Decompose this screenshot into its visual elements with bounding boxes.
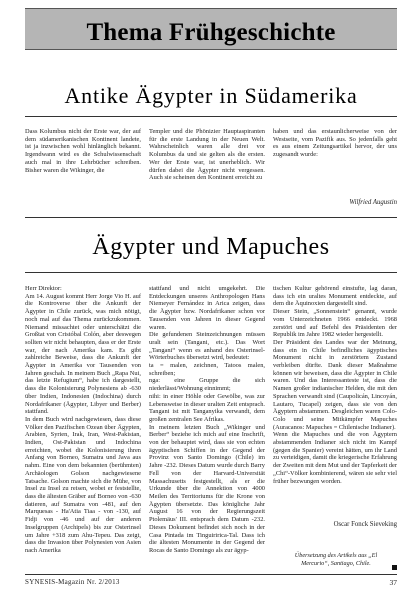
article-1-column-2: Templer und die Phönizier Hauptaspiranten für die erste Landung in der Neuen Welt. Wahrscheinlich waren alle drei vor Kolumbus da und sie gelten als die ersten. Wer der Erste war, ist unerheblich. Wir dürfen dabei die Ägypter nicht vergessen. Auch sie scheinen den Kontinent erreicht zu	[149, 128, 265, 182]
article-2-signature: Oscar Fonck Sieveking	[333, 521, 397, 528]
section-title: Thema Frühgeschichte	[86, 19, 336, 46]
section-header-banner	[25, 8, 397, 50]
article-2-column-2: stattfand und nicht umgekehrt. Die Entdeckungen unseres Anthropologen Hans Niemeyer Fernández in Arica zeigen, dass die Ägypter bzw. Nordafrikaner schon vor Tausenden von Jahren in dieser Gegend waren. Die gefundenen Steinzeichnungen müssen uralt sein (Tangani, etc.). Das Wort „Tangani“ wenn es anhand des Osterinsel-Wörterbuches übersetzt wird, bedeutet: ta = malen, zeichnen, Tatoos malen, schreiben; nga: eine Gruppe die sich niederlässt/Wohnung einnimmt; nihi: in einer Höhle oder Gewölbe, was zur Lebensweise in dieser uralten Zeit entsprach. Tangani ist mit Tanganyika verwandt, dem großen zentralen See Afrikas. In meinem letzten Buch „Wikinger und Berber“ beziehe ich mich auf eine Inschrift, von der behauptet wird, dass sie von echten ägyptischen Schiffen in der Gegend der Provinz von Santo Domingo (Chile) im Jahre -232. Dieses Datum wurde durch Barry Fell von der Harvard-Universität Massachusetts festgestellt, als er die Urkunde über die Annektion von 4000 Meilen des Territoriums für die Krone von Ägypten übersetzte. Das königliche Jahr August 16 von der Regierungszeit Ptolemäus' III. entsprach dem Datum -232. Dieses Dokument befindet sich noch in der Casa Pintada im Tinguiririca-Tal. Dass ich die ältesten Monumente in der Gegend der Rocas de Santo Domingo als zur ägyp-	[149, 285, 265, 554]
end-of-article-mark	[392, 565, 397, 570]
page-number: 37	[389, 578, 397, 587]
article-1-column-1: Dass Kolumbus nicht der Erste war, der auf dem südamerikanischen Kontinent landete, ist ja inzwischen wohl hinlänglich bekannt. Irgendwann wird es die Schulwissenschaft auch mal in ihre Lehrbücher schreiben. Bisher waren die Wikinger, die	[25, 128, 141, 174]
footer-divider	[25, 574, 397, 575]
article-1-signature: Wilfried Augustin	[349, 199, 397, 206]
article-1-column-3: haben und das erstaunlicherweise von der Westseite, vom Pazifik aus. So jedenfalls geht es aus einem Zeitungsartikel hervor, der uns zugesandt wurde:	[273, 128, 397, 159]
article-2-column-1: Herr Direktor: Am 14. August kommt Herr Jorge Vio H. auf die Kontroverse über die Ankunft der Ägypter in Chile zurück, was mich nötigt, noch mal auf das Thema zurückzukommen. Niemand missachtet oder unterschätzt die Großtat von Cristóbal Colón, aber deswegen sollten wir nicht behaupten, dass er der Erste war, der nach Amerika kam. Es gibt zahlreiche Beweise, dass die Ankunft der Ägypter in Amerika vor Tausenden von Jahren geschah. In meinem Buch „Rapa Nui, das letzte Refugium“, habe ich dargestellt, dass die Kolonisierung Polynesiens ab -630 über Indien, Indonesien (Indochina) durch Nordafrikaner (Ägypter, Libyer und Berber) stattfand. In dem Buch wird nachgewiesen, dass diese Völker den Pazifischen Ozean über Ägypten, Arabien, Syrien, Irak, Iran, West-Pakistan, Indien, Ost-Pakistan und Indochina erreichten, wobei die Kolonisierung ihren Anfang von Borneo, Sumatra und Java aus nahm. Eine von dem bekannten (berühmten) Archäologen Golson nachgewiesene Tatsache. Golson machte sich die Mühe, von Insel zu Insel zu reisen, wobei er feststellte, dass die ältesten Gräber auf Borneo von -630 datieren, auf Sumatra von -481, auf den Marquesas - Ha'Atia Tiaa - von -130, auf Fidji von -46 und auf der anderen Inselgruppen (Archipels) bis zur Osterinsel um Jahre +318 zum Ahu-Tepeu. Das zeigt, dass die Invasion über Polynesien von Asien nach Amerika	[25, 285, 141, 554]
article-2-title: Ägypter und Mapuches	[92, 234, 330, 260]
divider	[25, 272, 397, 273]
footer-magazine-name: SYNESIS-Magazin Nr. 2/2013	[25, 578, 120, 586]
translation-caption: Übersetzung des Artikels aus „El Mercurio“, Santiago, Chile.	[294, 552, 378, 567]
divider	[25, 217, 397, 218]
article-1-title: Antike Ägypter in Südamerika	[64, 83, 358, 108]
article-2-column-3: tischen Kultur gehörend einstufte, lag daran, dass ich ein uraltes Monument entdeckte, auf dem die Äquinoxien dargestellt sind. Dieser Stein, „Sonnenstein“ genannt, wurde vom Unterzeichneten 1966 entdeckt. 1968 zerstört und auf Befehl des Präsidenten der Republik im Jahre 1982 wieder hergestellt. Der Präsident des Landes war der Meinung, dass ein in Chile befindliches ägyptisches Monument nicht in zerstörtem Zustand verbleiben dürfte. Dank dieser Maßnahme können wir beweisen, dass die Ägypter in Chile waren. Und das Interessanteste ist, dass die Namen großer indianischer Helden, die mit den Sprachen verwandt sind (Caupolicán, Lincoyán, Lautaro, Tucapel) zeigen, dass sie von den Ägyptern abstammen. Desgleichen waren Colo-Colo und seine Mitkämpfer Mapuches (Auracanos: Mapuches = Chilenische Indianer). Wenn die Mapuches und die von Ägyptern abstammenden Indianer sich nicht im Kampf (gegen die Spanier) vereint hätten, um ihr Land zu verteidigen, damit die kriegerische Erfahrung der Zweiten mit dem Mut und der Tapferkeit der „Chi“-Völker kombinierend, wären sie sehr viel früher bezwungen worden.	[273, 285, 397, 485]
divider	[25, 116, 397, 117]
